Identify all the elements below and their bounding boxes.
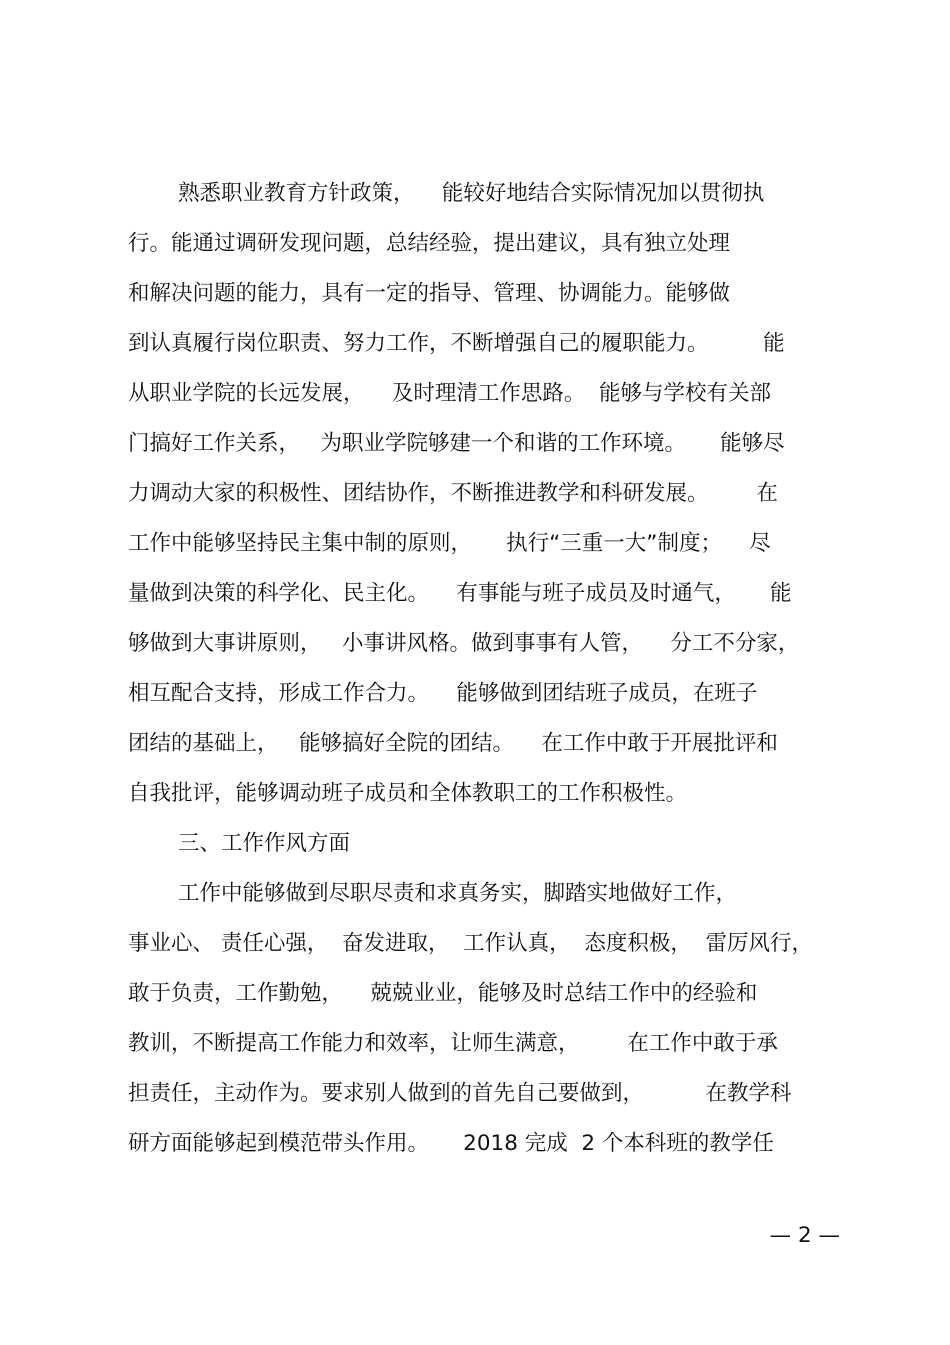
- text-line: 事业心、 责任心强， 奋发进取， 工作认真， 态度积极， 雷厉风行，: [128, 931, 814, 956]
- section-heading: 三、工作作风方面: [178, 831, 351, 856]
- text-line: 担责任，主动作为。要求别人做到的首先自己要做到， 在教学科: [128, 1081, 792, 1106]
- text-line: 门搞好工作关系， 为职业学院够建一个和谐的工作环境。 能够尽: [128, 431, 785, 456]
- text-line: 工作中能够坚持民主集中制的原则， 执行“三重一大”制度； 尽: [128, 531, 771, 556]
- text-line: 从职业学院的长远发展， 及时理清工作思路。 能够与学校有关部: [128, 381, 772, 406]
- text-line: 工作中能够做到尽职尽责和求真务实，脚踏实地做好工作，: [178, 881, 738, 906]
- text-line: 和解决问题的能力，具有一定的指导、管理、协调能力。能够做: [128, 281, 731, 306]
- text-line: 团结的基础上， 能够搞好全院的团结。 在工作中敢于开展批评和: [128, 731, 778, 756]
- text-line: 自我批评，能够调动班子成员和全体教职工的工作积极性。: [128, 781, 688, 806]
- text-line: 研方面能够起到模范带头作用。 2018 完成 2 个本科班的教学任: [128, 1131, 774, 1156]
- text-line: 行。能通过调研发现问题，总结经验，提出建议，具有独立处理: [128, 231, 731, 256]
- text-line: 量做到决策的科学化、民主化。 有事能与班子成员及时通气， 能: [128, 581, 792, 606]
- text-line: 相互配合支持，形成工作合力。 能够做到团结班子成员，在班子: [128, 681, 758, 706]
- text-line: 敢于负责，工作勤勉， 兢兢业业，能够及时总结工作中的经验和: [128, 981, 758, 1006]
- text-line: 教训，不断提高工作能力和效率，让师生满意， 在工作中敢于承: [128, 1031, 778, 1056]
- text-line: 熟悉职业教育方针政策， 能较好地结合实际情况加以贯彻执: [178, 181, 765, 206]
- page-number: — 2 —: [769, 1223, 840, 1248]
- text-line: 力调动大家的积极性、团结协作，不断推进教学和科研发展。 在: [128, 481, 778, 506]
- text-line: 到认真履行岗位职责、努力工作，不断增强自己的履职能力。 能: [128, 331, 785, 356]
- text-line: 够做到大事讲原则， 小事讲风格。做到事事有人管， 分工不分家，: [128, 631, 800, 656]
